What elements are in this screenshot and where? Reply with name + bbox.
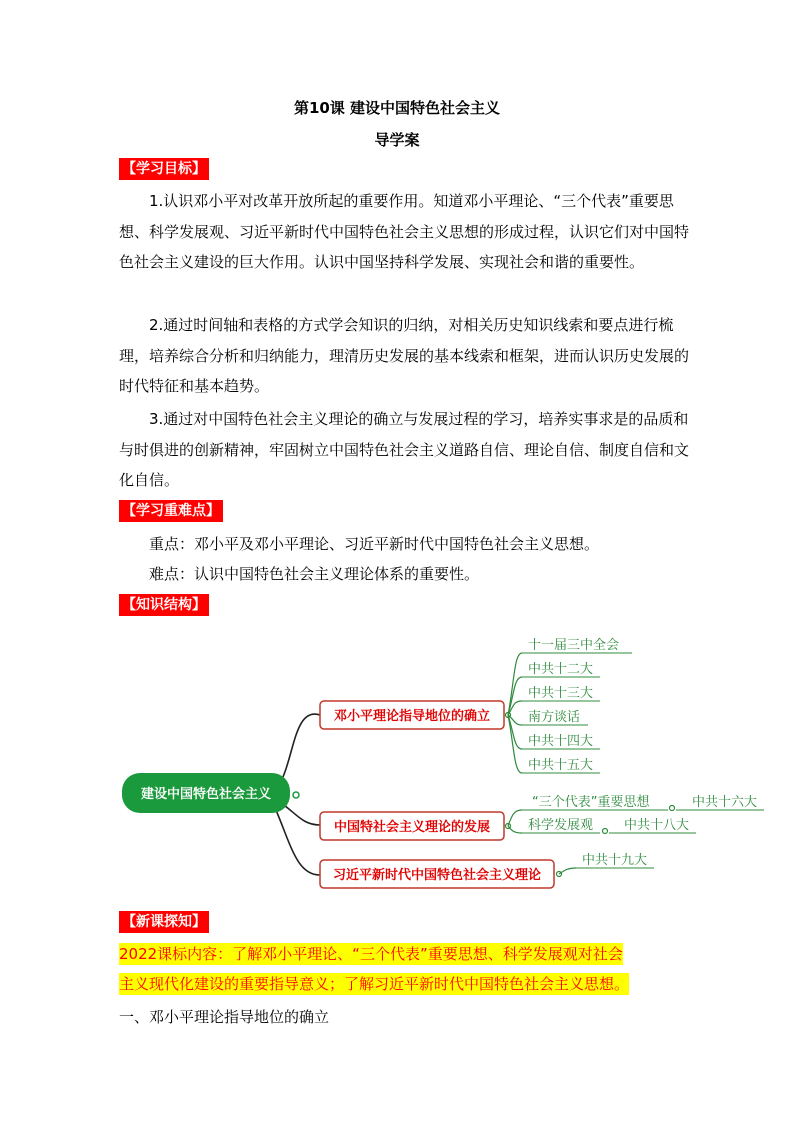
curriculum-standard-line2: 主义现代化建设的重要指导意义；了解习近平新时代中国特色社会主义思想。 — [119, 975, 630, 993]
knowledge-mindmap — [0, 625, 794, 915]
leaf6-connector — [508, 715, 522, 773]
leaf5-connector — [508, 715, 522, 749]
objective-2: 2.通过时间轴和表格的方式学会知识的归纳，对相关历史知识线索和要点进行梳理，培养综合分析和归纳能力，理清历史发展的基本线索和框架，进而认识历史发展的时代特征和基本趋势。 — [119, 316, 690, 395]
b2-leaf1-connector — [508, 810, 522, 826]
root-node-label: 建设中国特色社会主义 — [140, 787, 272, 802]
branch1-label: 邓小平理论指导地位的确立 — [333, 709, 491, 724]
b2-leaf-1-sub: 中共十六大 — [692, 795, 758, 810]
leaf-4: 南方谈话 — [528, 710, 581, 725]
root-node-dot — [293, 792, 299, 798]
leaf2-connector — [508, 677, 522, 715]
b2-leaf-2-sub: 中共十八大 — [624, 818, 690, 833]
b2-leaf2-dot — [603, 829, 608, 834]
leaf-6: 中共十五大 — [528, 758, 594, 773]
connector-root-b3 — [272, 801, 320, 875]
leaf-2: 中共十二大 — [528, 662, 594, 677]
key-focus: 重点：邓小平及邓小平理论、习近平新时代中国特色社会主义思想。 — [149, 535, 600, 553]
leaf-5: 中共十四大 — [528, 734, 594, 749]
b2-leaf1-dot — [670, 806, 675, 811]
b2-leaf-2: 科学发展观 — [528, 818, 594, 833]
b3-leaf: 中共十九大 — [582, 853, 648, 868]
branch3-label: 习近平新时代中国特色社会主义理论 — [332, 868, 542, 883]
page-subtitle: 导学案 — [374, 131, 420, 149]
b2-leaf-1: “三个代表”重要思想 — [532, 795, 650, 810]
page-title: 第10课 建设中国特色社会主义 — [293, 99, 501, 117]
objectives-tag: 【学习目标】 — [119, 158, 209, 180]
leaf-1: 十一届三中全会 — [528, 638, 620, 653]
structure-tag: 【知识结构】 — [119, 594, 209, 616]
objective-3: 3.通过对中国特色社会主义理论的确立与发展过程的学习，培养实事求是的品质和与时俱进的创新精神，牢固树立中国特色社会主义道路自信、理论自信、制度自信和文化自信。 — [119, 410, 690, 489]
curriculum-standard-line1: 2022课标内容：了解邓小平理论、“三个代表”重要思想、科学发展观对社会 — [119, 945, 623, 963]
leaf-3: 中共十三大 — [528, 686, 594, 701]
newlesson-tag: 【新课探知】 — [119, 911, 209, 933]
key-difficulty: 难点：认识中国特色社会主义理论体系的重要性。 — [149, 565, 480, 583]
section-heading-1: 一、邓小平理论指导地位的确立 — [119, 1008, 330, 1026]
keypoints-tag: 【学习重难点】 — [119, 500, 223, 522]
branch2-label: 中国特社会主义理论的发展 — [333, 820, 491, 835]
objective-1: 1.认识邓小平对改革开放所起的重要作用。知道邓小平理论、“三个代表”重要思想、科学发展观、习近平新时代中国特色社会主义思想的形成过程，认识它们对中国特色社会主义建设的巨大作用。认识中国坚持科学发展、实现社会和谐的重要性。 — [119, 192, 690, 271]
